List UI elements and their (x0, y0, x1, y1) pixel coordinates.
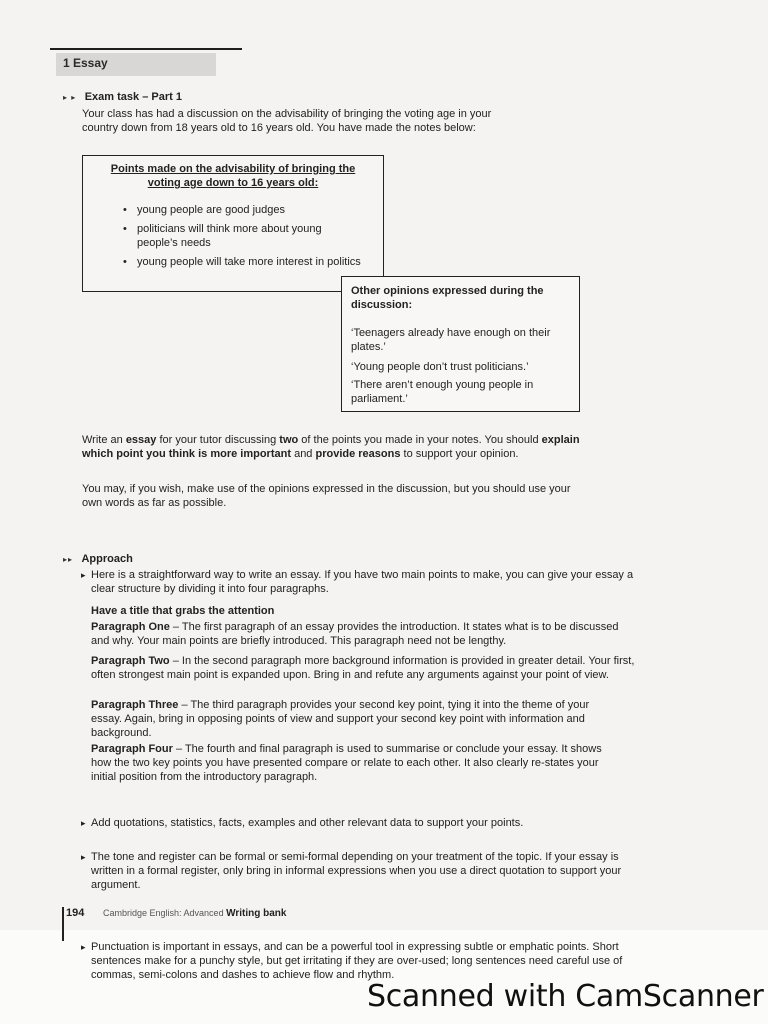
exam-task-intro-line-1: Your class has had a discussion on the advisability of bringing the voting age in your (82, 108, 492, 120)
notes-list (123, 203, 363, 274)
page-number: 194 (66, 907, 85, 919)
notes-box-title: Points made on the advisability of bringing the voting age down to 16 years old: (110, 163, 356, 189)
section-rule (50, 48, 242, 50)
footer-rule (62, 907, 64, 941)
camscanner-watermark: Scanned with CamScanner (367, 979, 764, 1014)
section-title: 1 Essay (63, 56, 108, 70)
note-item: • young people will take more interest in politics (123, 255, 363, 269)
tip-punctuation: ▸ Punctuation is important in essays, and can be a powerful tool in expressing subtle or emphatic points. Short sentences make for a punchy style, but get irritating if they are over-used; long sentences need careful use of commas, semi-colons and dashes to achieve flow and rhythm. (81, 940, 636, 982)
opinion-quote: ‘Young people don’t trust politicians.’ (351, 361, 529, 373)
notes-box (82, 155, 384, 292)
instructions-paragraph-2: You may, if you wish, make use of the opinions expressed in the discussion, but you should use your own words as far as possible. (82, 483, 571, 509)
exam-task-heading: ▸ ▸ Exam task – Part 1 (63, 91, 182, 103)
exam-task-intro-line-2: country down from 18 years old to 16 years old. You have made the notes below: (82, 122, 476, 134)
opinion-quote: ‘There aren’t enough young people in parliament.’ (351, 379, 534, 405)
approach-heading: ▸▸ Approach (63, 553, 133, 565)
paragraph-three-tip: Paragraph Three – The third paragraph provides your second key point, tying it into the theme of your essay. Again, bring in opposing points of view and support your second key point with information and background. (91, 699, 590, 739)
note-item: • politicians will think more about young people’s needs (123, 222, 363, 250)
section-header (56, 53, 216, 76)
note-item: • young people are good judges (123, 203, 363, 217)
paragraph-two-tip: Paragraph Two – In the second paragraph more background information is provided in greater detail. Your first, often strongest main point is expanded upon. Bring in and refute any arguments against your point of view. (91, 655, 635, 681)
paragraph-four-tip: Paragraph Four – The fourth and final paragraph is used to summarise or conclude your essay. It shows how the two key points you have presented compare or relate to each other. It also clearly re-states your initial position from the introductory paragraph. (91, 743, 602, 783)
tip-data: ▸ Add quotations, statistics, facts, examples and other relevant data to support your points. (81, 816, 646, 830)
tip-register: ▸ The tone and register can be formal or semi-formal depending on your treatment of the topic. If your essay is written in a formal register, only bring in informal expressions when you use a direct quotation to support your argument. (81, 850, 646, 892)
double-arrow-icon: ▸▸ (63, 555, 74, 564)
opinions-box (341, 276, 580, 412)
instructions-paragraph: Write an essay for your tutor discussing two of the points you made in your notes. You should explain which point you think is more important and provide reasons to support your opinion. (82, 434, 580, 460)
title-tip: Have a title that grabs the attention (91, 605, 275, 617)
opinion-quote: ‘Teenagers already have enough on their plates.’ (351, 327, 551, 353)
approach-intro: ▸ Here is a straightforward way to write an essay. If you have two main points to make, you can give your essay a clear structure by dividing it into four paragraphs. (81, 568, 646, 596)
paragraph-one-tip: Paragraph One – The first paragraph of an essay provides the introduction. It states what is to be discussed and why. Your main points are briefly introduced. This paragraph need not be lengthy. (91, 621, 619, 647)
book-title: Cambridge English: Advanced Writing bank (103, 908, 287, 919)
opinions-box-title: Other opinions expressed during the discussion: (351, 285, 544, 311)
double-arrow-icon: ▸ ▸ (63, 93, 77, 102)
